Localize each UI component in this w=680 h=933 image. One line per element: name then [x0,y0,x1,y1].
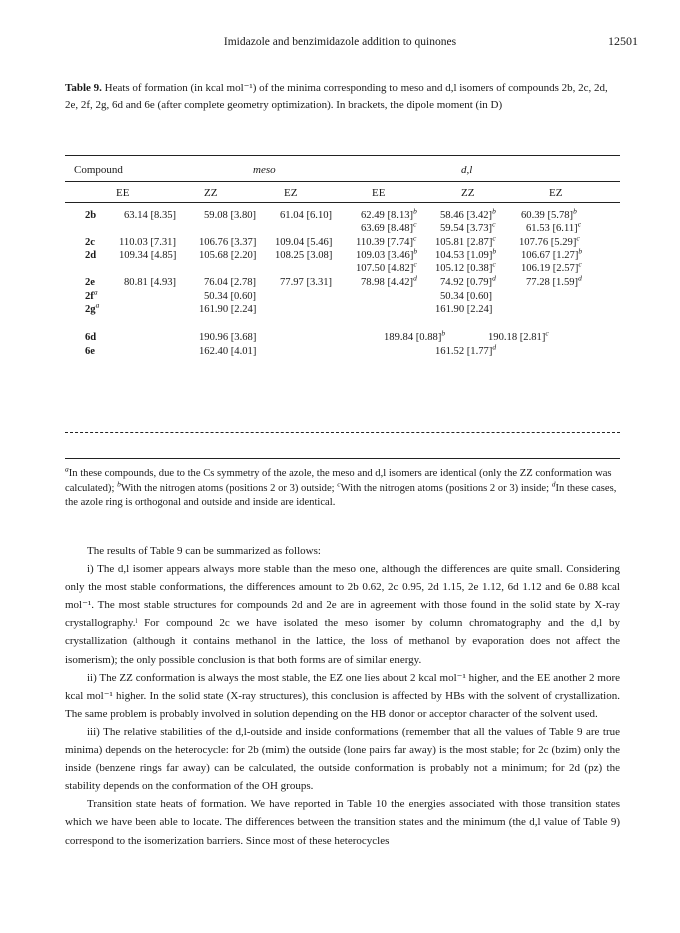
cell-2e-meso-ee: 80.81 [4.93] [124,277,177,288]
table-label: Table 9. [65,82,102,94]
cell-6e-meso-zz: 162.40 [4.01] [199,346,257,357]
body-text [65,542,620,850]
paragraph-ii: ii) The ZZ conformation is always the most stable, the EZ one lies about 2 kcal mol⁻¹ higher, and the EE another 2 more kcal mol⁻¹ higher. In the solid state (X-ray structures), this conclusion is affected by HBs with the solvent of crystallization. The same problem is probably involved in solution depending on the HB donor or acceptor character of the solvent used. [65,671,620,720]
cell-2d-dl-ez: 106.67 $[1.27]^b$ [521,246,583,261]
col-compound-header: Compound [74,164,123,176]
cell-2e-dl-ee: 78.98 $[4.42]^d$ [361,273,417,288]
meso-zz-header: ZZ [204,187,218,199]
table-dashed-rule [65,432,620,433]
cell-2b-meso-ez: 61.04 [6.10] [280,210,333,221]
cell-2c-dl-ez: 107.76 $[5.29]^c$ [519,233,580,248]
cell-2c-dl-ee: 110.39 $[7.74]^c$ [356,233,417,248]
cell-2b-dl-ez: 60.39 $[5.78]^b$ [521,206,577,221]
cell-2e-meso-zz: 76.04 [2.78] [204,277,257,288]
cell-2b-dl-zz: 58.46 $[3.42]^b$ [440,206,496,221]
dl-zz-header: ZZ [461,187,475,199]
cell-2d-meso-ez: 108.25 [3.08] [275,250,333,261]
paragraph-transition-state: Transition state heats of formation. We have reported in Table 10 the energies associated with those transition states which we have been able to locate. The differences between the transition states and the minimum (the d,l value of Table 9) correspond to the isomerization barriers. Since most of these heterocycles [65,798,620,847]
footnote-c: With the nitrogen atoms (positions 2 or 3) inside; [340,482,550,494]
table-bottom-rule [65,458,620,459]
running-header: Imidazole and benzimidazole addition to quinones [223,36,457,48]
cell-2c-meso-ee: 110.03 [7.31] [119,237,176,248]
table-top-rule [65,155,620,156]
row-label-2c: 2c [85,237,95,248]
paragraph-intro: The results of Table 9 can be summarized as follows: [87,545,321,557]
cell-6d-meso-zz: 190.96 [3.68] [199,332,257,343]
group-meso-header: meso [253,164,276,176]
table-footnotes: $^a$In these compounds, due to the Cs symmetry of the azole, the meso and d,l isomers are identical (only the ZZ conformation was calculated); $^b$With the nitrogen atoms (positions 2 or 3) outside; $^c$With the nitrogen atoms (positions 2 or 3) inside; $^d$In these cases, the azole ring is orthogonal and outside and inside are identical. [65,464,617,508]
row-label-2b: 2b [85,210,97,221]
cell-2b-dl-ez-inside: 61.53 $[6.11]^c$ [526,219,582,234]
cell-2e-dl-ez: 77.28 $[1.59]^d$ [526,273,582,288]
cell-2g-dl-zz: 161.90 [2.24] [435,304,493,315]
cell-2g-meso-zz: 161.90 [2.24] [199,304,257,315]
cell-2c-meso-ez: 109.04 [5.46] [275,237,333,248]
footnote-b: With the nitrogen atoms (positions 2 or 3) outside; [120,482,335,494]
cell-2d-dl-ez-inside: 106.19 $[2.57]^c$ [521,259,582,274]
row-label-6d: 6d [85,332,97,343]
cell-2b-dl-ee: 62.49 $[8.13]^b$ [361,206,417,221]
table-mid-rule [65,181,620,182]
meso-ez-header: EZ [284,187,298,199]
page-number: 12501 [608,34,638,48]
dl-ez-header: EZ [549,187,563,199]
cell-2d-dl-ee-inside: 107.50 $[4.82]^c$ [356,259,417,274]
cell-2d-meso-ee: 109.34 [4.85] [119,250,177,261]
dl-ee-header: EE [372,187,386,199]
cell-2f-meso-zz: 50.34 [0.60] [204,291,257,302]
cell-2f-dl-zz: 50.34 [0.60] [440,291,493,302]
row-label-6e: 6e [85,346,95,357]
cell-2d-dl-zz: 104.53 $[1.09]^b$ [435,246,497,261]
cell-2d-dl-ee: 109.03 $[3.46]^b$ [356,246,418,261]
row-label-2f: $2f^a$ [85,287,98,302]
cell-2b-dl-ee-inside: 63.69 $[8.48]^c$ [361,219,417,234]
row-label-2e: 2e [85,277,95,288]
group-dl-header: d,l [461,164,473,176]
row-label-2d: 2d [85,250,97,261]
paragraph-iii: iii) The relative stabilities of the d,l-outside and inside conformations (remember that all the values of Table 9 are true minima) depends on the heterocycle: for 2b (mim) the outside (lone pairs far away) is the most stable; for 2c (bzim) only the inside (benzene rings far away) can be calculated, the outside conformation is probably not a minimum; for 2d (pz) the stability depends on the conformation of the OH groups. [65,725,620,793]
caption-text: Heats of formation (in kcal mol⁻¹) of the minima corresponding to meso and d,l isomers of compounds 2b, 2c, 2d, 2e, 2f, 2g, 6d and 6e (after complete geometry optimization). In brackets, the dipole moment (in D) [65,82,608,111]
cell-2d-meso-zz: 105.68 [2.20] [199,250,257,261]
cell-2c-dl-zz: 105.81 $[2.87]^c$ [435,233,496,248]
cell-2b-meso-ee: 63.14 [8.35] [124,210,177,221]
paragraph-i: i) The d,l isomer appears always more stable than the meso one, although the differences are quite small. Considering only the most stable conformations, the differences amount to 2b 0.62, 2c 0.95, 2d 1.15, 2e 1.12, 6d 1.12 and 6e 0.88 kcal mol⁻¹. The most stable structures for compounds 2d and 2e are in agreement with those found in the solid state by X-ray crystallography.ˡ For compound 2c we have isolated the meso isomer by column chromatography and the d,l by crystallization (although it contains methanol in the lattice, the loss of methanol by evaporation does not affect the isomerism); the only possible conclusion is that both forms are of similar energy. [65,563,620,666]
cell-2e-dl-zz: 74.92 $[0.79]^d$ [440,273,496,288]
cell-2b-dl-zz-inside: 59.54 $[3.73]^c$ [440,219,496,234]
footnote-d: In these cases, the azole ring is orthogonal and outside and inside are identical. [65,482,617,508]
cell-2d-dl-zz-inside: 105.12 $[0.38]^c$ [435,259,496,274]
cell-6d-dl-2: 190.18 $[2.81]^c$ [488,328,549,343]
cell-2b-meso-zz: 59.08 [3.80] [204,210,257,221]
row-label-2g: $2g^a$ [85,300,100,315]
table-header-rule [65,202,620,203]
footnote-a: In these compounds, due to the Cs symmetry of the azole, the meso and d,l isomers are identical (only the ZZ conformation was calculated); [65,468,612,494]
table-caption [65,80,620,114]
cell-6e-dl: 161.52 $[1.77]^d$ [435,342,497,357]
meso-ee-header: EE [116,187,130,199]
cell-2e-meso-ez: 77.97 [3.31] [280,277,333,288]
cell-6d-dl-inside-outside-1: 189.84 $[0.88]^b$ [384,328,446,343]
cell-2c-meso-zz: 106.76 [3.37] [199,237,257,248]
